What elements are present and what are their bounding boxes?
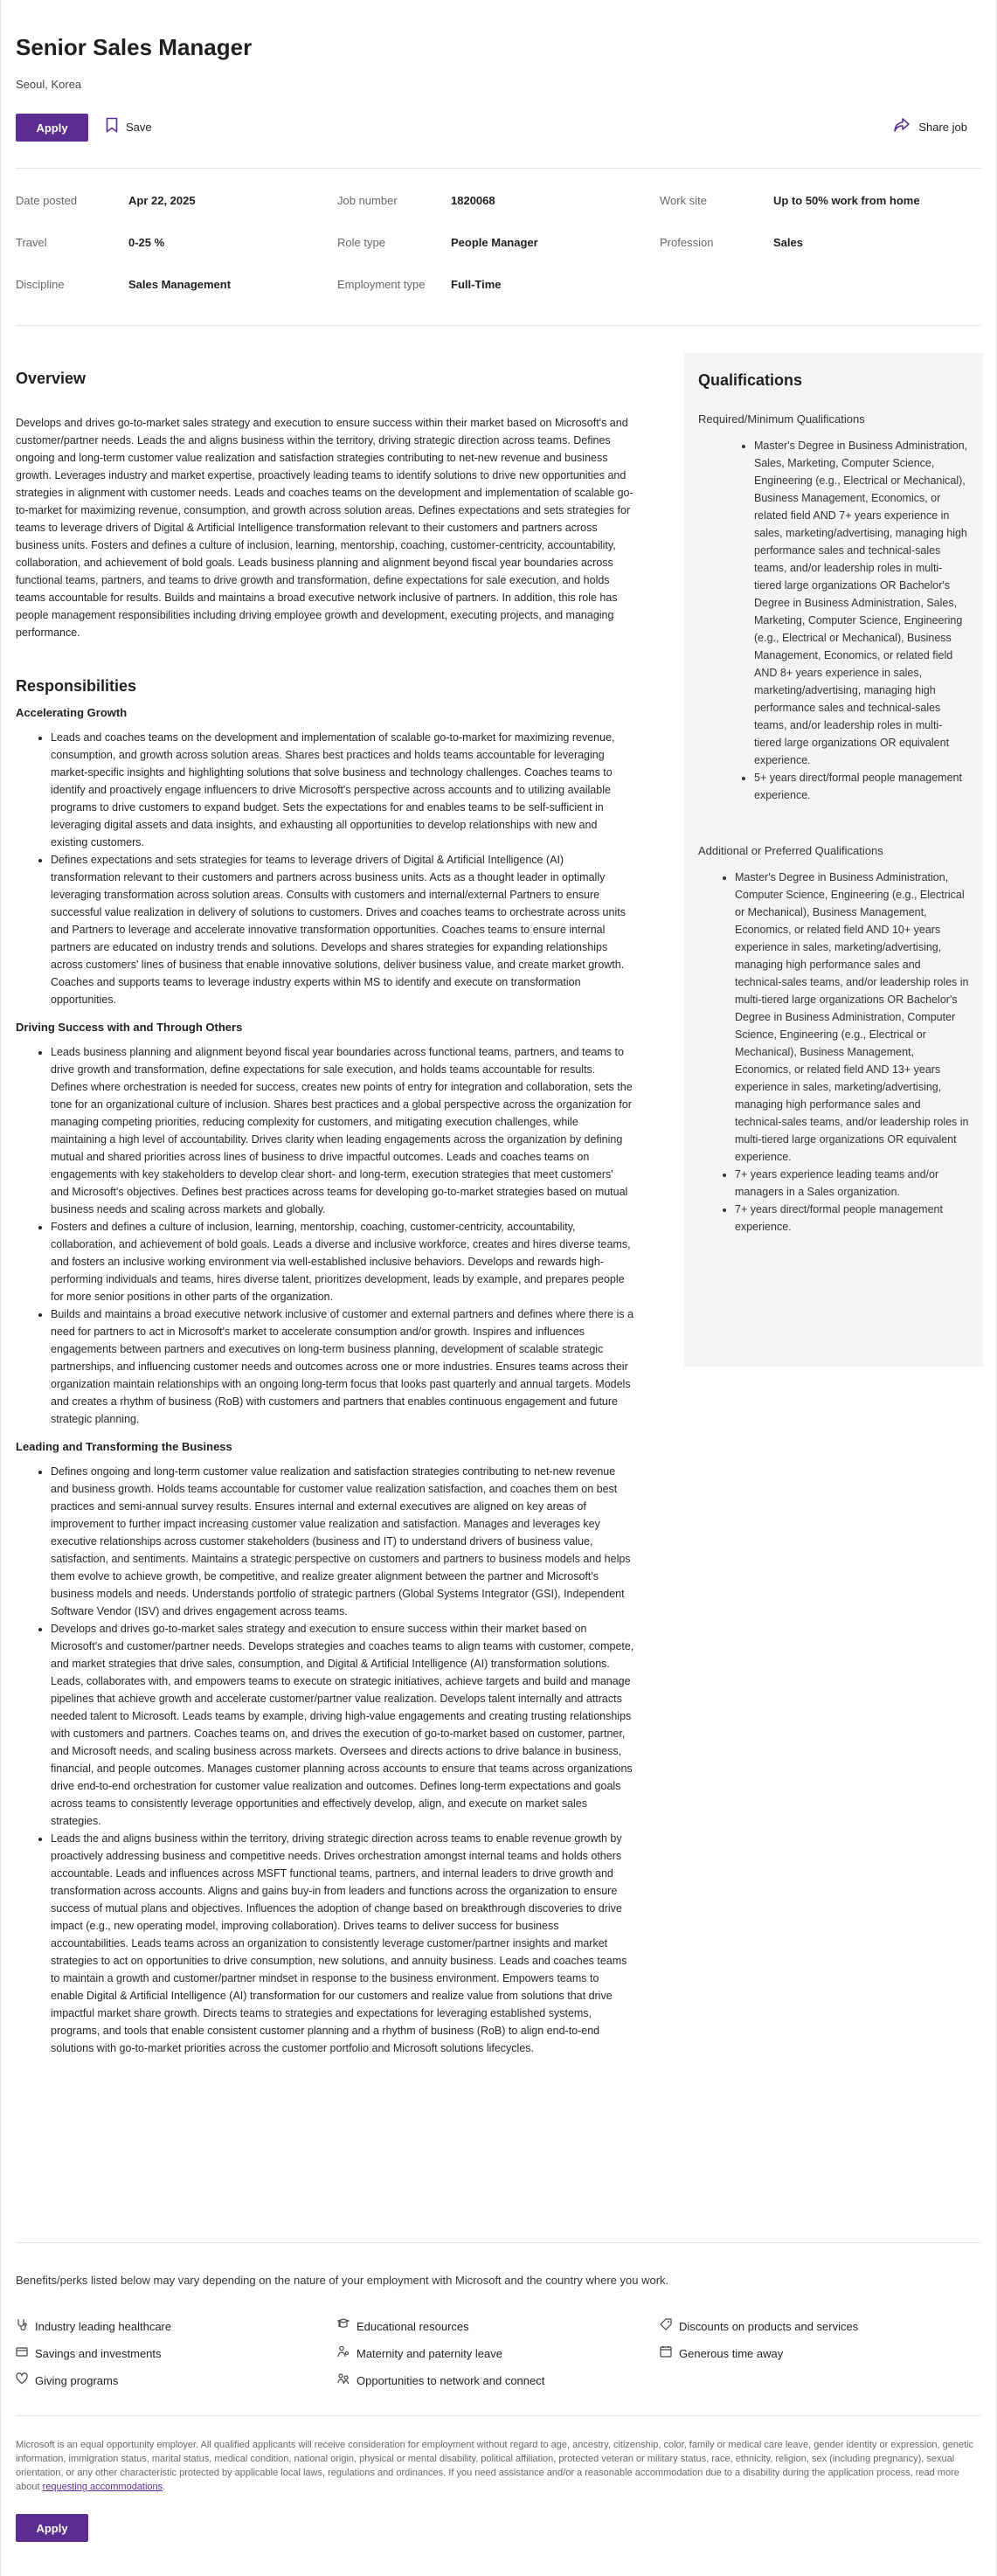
giving-icon — [16, 2372, 28, 2390]
qualifications-heading: Qualifications — [698, 371, 803, 389]
meta-value-travel: 0-25 % — [128, 236, 165, 249]
footer-divider — [16, 2415, 981, 2416]
preferred-qualifications-label: Additional or Preferred Qualifications — [698, 844, 883, 858]
savings-icon — [16, 2345, 28, 2363]
meta-label-job-number: Job number — [337, 194, 398, 207]
list-item: • Defines ongoing and long-term customer value realization and satisfaction strategies contributing to net-new revenue and business growth. Holds teams accountable for customer value realization satisfaction, and coaches them on best practices and semi-annual survey results. Ensures internal and external executives are aligned on key areas of improvement to further impact increasing customer value realization and satisfaction. Manages and leverages key executive relationships across customer stakeholders (business and IT) to understand drivers of business value, satisfaction, and sentiments. Maintains a strategic perspective on customers and partners to business models and helps them evolve to achieve growth, be competitive, and realize greater alignment between the partner and Microsoft's business models and needs. Understands portfolio of strategic partners (Global Systems Integrator (GSI), Independent Software Vendor (ISV) and drives engagement across teams. — [51, 1463, 634, 1620]
meta-label-work-site: Work site — [660, 194, 707, 207]
meta-value-date-posted: Apr 22, 2025 — [128, 194, 196, 207]
list-item: • Leads the and aligns business within the territory, driving strategic direction across teams to enable revenue growth by proactively addressing business and competitive needs. Drives orchestration amongst internal teams and holds others accountable. Leads and influences across MSFT functional teams, partners, and internal leaders to drive growth and transformation across accounts. Aligns and gains buy-in from leaders and functions across the organization to ensure success of mutual plans and objectives. Influences the adoption of change based on breakthrough discoveries to drive impact (e.g., new operating model, improving collaboration). Drives teams to deliver success for business accountabilities. Leads teams across an organization to consistently leverage customer/partner insights and market strategies to act on opportunities to drive consumption, new solutions, and annuity business. Leads and coaches teams to maintain a growth and customer/partner mindset in response to the business environment. Empowers teams to enable Digital & Artificial Intelligence (AI) transformation for our customers and realize value from solutions that drive impactful market share growth. Directs teams to strategies and expectations for leveraging established systems, programs, and tools that enable consistent customer planning and a rhythm of business (RoB) to align end-to-end solutions with go-to-market priorities across the customer portfolio and Microsoft solutions lifecycles. — [51, 1830, 634, 2057]
apply-button[interactable]: Apply — [16, 114, 88, 142]
list-item: • Builds and maintains a broad executive network inclusive of customer and external partners and defines where there is a need for partners to act in Microsoft's market to accelerate consumption and/or growth. Inspires and influences engagements between partners and executives on long-term business planning, development of scalable strategic partnerships, and influencing customer needs and outcomes across one or more industries. Ensures teams across their organization maintain relationships with an ongoing long-term focus that looks past quarterly and annual targets. Models and creates a rhythm of business (RoB) with customers and partners that enables continuous engagement and future strategic planning. — [51, 1305, 634, 1428]
share-label: Share job — [918, 120, 967, 134]
network-icon — [337, 2372, 350, 2390]
list-item: • Leads and coaches teams on the development and implementation of scalable go-to-market for maximizing revenue, consumption, and growth across solution areas. Shares best practices and holds teams accountable for leveraging market-specific insights and highlighting solutions that solve business and technology challenges. Coaches teams to identify and proactively engage influencers to drive Microsoft's perspective across accounts and to utilizing available programs to drive customers to expand budget. Sets the expectations for and enables teams to be self-sufficient in leveraging digital assets and data insights, and exhausting all opportunities to develop relationships with new and existing customers. — [51, 729, 634, 851]
section-title-driving-success: Driving Success with and Through Others — [16, 1021, 243, 1035]
benefit-item — [337, 2318, 469, 2336]
time-away-icon — [660, 2345, 672, 2363]
benefit-item — [337, 2345, 502, 2363]
disclaimer-text: Microsoft is an equal opportunity employer. All qualified applicants will receive consideration for employment without regard to age, ancestry, citizenship, color, family or medical care leave, gender identity or expression, genetic information, immigration status, marital status, medical condition, national origin, physical or mental disability, political affiliation, protected veteran or military status, race, ethnicity, religion, sex (including pregnancy), sexual orientation, or any other characteristic protected by applicable local laws, regulations and ordinances. If you need assistance and/or a reasonable accommodation due to a disability during the application process, read more about — [16, 2440, 974, 2492]
job-location: Seoul, Korea — [16, 78, 82, 91]
meta-value-work-site: Up to 50% work from home — [773, 194, 920, 207]
benefit-label: Maternity and paternity leave — [357, 2347, 502, 2360]
list-item: • 7+ years experience leading teams and/or managers in a Sales organization. — [735, 1166, 969, 1201]
bookmark-icon — [106, 117, 118, 138]
list-item: • 5+ years direct/formal people management experience. — [754, 769, 969, 804]
required-qualifications-list — [698, 437, 969, 804]
benefit-label: Opportunities to network and connect — [357, 2374, 545, 2387]
meta-divider — [16, 325, 981, 326]
list-item: • Defines expectations and sets strategies for teams to leverage drivers of Digital & Artificial Intelligence (AI) transformation relevant to their customers and partners across business units. Acts as a thought leader in optimally leveraging transformation across solution areas. Consults with customers and internal/external Partners to ensure successful value realization in delivery of solutions to customers. Drives and coaches teams to orchestrate across units and Partners to leverage and accelerate innovative transformation opportunities. Coaches teams to ensure internal partners are educated on industry trends and solutions. Develops and shares strategies for expanding relationships across customers' lines of business that enable innovative solutions, deliver business value, and create market growth. Coaches and supports teams to leverage industry experts within MS to identify and execute on transformation opportunities. — [51, 851, 634, 1008]
save-label: Save — [126, 120, 152, 134]
driving-success-list — [16, 1043, 634, 1428]
benefit-label: Savings and investments — [35, 2347, 162, 2360]
meta-value-role-type: People Manager — [451, 236, 538, 249]
benefit-item — [16, 2372, 118, 2390]
section-title-leading-transforming: Leading and Transforming the Business — [16, 1440, 232, 1454]
meta-label-discipline: Discipline — [16, 278, 65, 291]
apply-button-bottom[interactable]: Apply — [16, 2514, 88, 2542]
benefit-item — [660, 2318, 858, 2336]
header-divider — [16, 168, 981, 169]
responsibilities-heading: Responsibilities — [16, 677, 137, 695]
meta-label-role-type: Role type — [337, 236, 385, 249]
job-description — [16, 367, 634, 2057]
list-item: • Fosters and defines a culture of inclusion, learning, mentorship, coaching, customer-centricity, accountability, collaboration, and achievement of bold goals. Leads a diverse and inclusive workforce, creates and hires diverse teams, and fosters an inclusive working environment via well-established inclusive behaviors. Develops and rewards high-performing individuals and teams, hires diverse talent, prioritizes development, leads by example, and prepares people for more senior positions in other parts of the organization. — [51, 1218, 634, 1305]
list-item: • Master's Degree in Business Administration, Computer Science, Engineering (e.g., Electrical or Mechanical), Business Management, Economics, or related field AND 10+ years experience in sales, marketing/advertising, managing high performance sales and technical-sales teams, and/or leadership roles in multi-tiered large organizations OR Bachelor's Degree in Business Administration, Computer Science, Engineering (e.g., Electrical or Mechanical), Business Management, Economics, or related field AND 13+ years experience in sales, marketing/advertising, managing high performance sales and technical-sales teams, and/or leadership roles in multi-tiered large organizations OR equivalent experience. — [735, 869, 969, 1166]
disclaimer-suffix: . — [163, 2482, 166, 2492]
benefit-label: Educational resources — [357, 2320, 469, 2333]
preferred-qualifications-list — [698, 869, 969, 1236]
benefits-intro: Benefits/perks listed below may vary depending on the nature of your employment with Microsoft and the country where you work. — [16, 2274, 669, 2287]
meta-value-employment-type: Full-Time — [451, 278, 502, 291]
job-title: Senior Sales Manager — [16, 34, 253, 60]
benefit-item — [16, 2345, 162, 2363]
meta-label-profession: Profession — [660, 236, 714, 249]
meta-label-travel: Travel — [16, 236, 47, 249]
meta-value-job-number: 1820068 — [451, 194, 495, 207]
overview-text: Develops and drives go-to-market sales strategy and execution to ensure success within their market based on Microsoft's and customer/partner needs. Leads the and aligns business within the territory, driving strategic direction across teams. Defines ongoing and long-term customer value realization and satisfaction strategies contributing to net-new revenue and business growth. Leverages industry and market expertise, proactively leading teams to identify solutions to drive new opportunities and strategies in alignment with customer needs. Leads and coaches teams on the development and implementation of scalable go-to-market for maximizing revenue, consumption, and growth across solution areas. Defines expectations and sets strategies for teams to leverage drivers of Digital & Artificial Intelligence transformation relevant to their customers and partners across business units. Fosters and defines a culture of inclusion, learning, mentorship, coaching, customer-centricity, accountability, collaboration, and achievement of bold goals. Leads business planning and alignment beyond fiscal year boundaries across functional teams, partners, and teams to drive growth and transformation, define expectations for sale execution, and holds teams accountable for results. Builds and maintains a broad executive network inclusive of partners. In addition, this role has people management responsibilities including driving employee growth and development, executing projects, and managing performance. — [16, 417, 634, 639]
benefit-item — [337, 2372, 544, 2390]
eeo-disclaimer — [16, 2438, 984, 2494]
meta-value-discipline: Sales Management — [128, 278, 232, 291]
required-qualifications-label: Required/Minimum Qualifications — [698, 412, 865, 426]
list-item: • Leads business planning and alignment beyond fiscal year boundaries across functional teams, partners, and teams to drive growth and transformation, define expectations for sale execution, and holds teams accountable for results. Defines where orchestration is needed for success, creates new points of entry for integration and collaboration, sets the tone for an organizational culture of inclusion. Shares best practices and a global perspective across the organization for managing competing priorities, reducing complexity for customers, and mitigating execution challenges, while maintaining a high level of accountability. Drives clarity when leading engagements across the organization by defining mutual and shared priorities across lines of business to drive impactful outcomes. Leads and coaches teams on engagements with key stakeholders to develop clear short- and long-term, execution strategies that meet customers' and Microsoft's objectives. Defines best practices across teams for developing go-to-market strategies based on mutual business needs and scaling across markets and globally. — [51, 1043, 634, 1218]
parental-leave-icon — [337, 2345, 350, 2363]
benefit-label: Giving programs — [35, 2374, 119, 2387]
benefit-item — [16, 2318, 171, 2336]
benefit-item — [660, 2345, 783, 2363]
list-item: • 7+ years direct/formal people management experience. — [735, 1201, 969, 1236]
share-job-button[interactable] — [894, 115, 967, 140]
list-item: • Develops and drives go-to-market sales strategy and execution to ensure success within their market based on Microsoft's and customer/partner needs. Develops strategies and coaches teams to align teams with customer, compete, and market strategies that drive sales, consumption, and Digital & Artificial Intelligence (AI) transformation solutions. Leads, collaborates with, and empowers teams to execute on strategic initiatives, achieve targets and build and manage pipelines that achieve growth and accelerate customer/partner value realization. Develops talent internally and attracts needed talent to Microsoft. Leads teams by example, driving high-value engagements and creating trusting relationships with customers and partners. Coaches teams on, and drives the execution of go-to-market based on customer, partner, and Microsoft needs, and scaling business across markets. Oversees and directs actions to drive balance in business, financial, and people outcomes. Manages customer planning across accounts to ensure that teams across organizations drive end-to-end orchestration for customer value realization and outcomes. Defines long-term expectations and goals across teams to consistently leverage opportunities and effectively develop, align, and execute on market sales strategies. — [51, 1620, 634, 1830]
meta-label-date-posted: Date posted — [16, 194, 78, 207]
overview-heading: Overview — [16, 370, 87, 387]
meta-label-employment-type: Employment type — [337, 278, 426, 291]
leading-transforming-list — [16, 1463, 634, 2057]
requesting-accommodations-link[interactable]: requesting accommodations — [42, 2482, 163, 2492]
meta-value-profession: Sales — [773, 236, 803, 249]
save-button[interactable] — [106, 115, 152, 140]
section-title-accelerating-growth: Accelerating Growth — [16, 706, 128, 719]
benefits-divider — [16, 2242, 981, 2243]
list-item: • Master's Degree in Business Administration, Sales, Marketing, Computer Science, Engineering (e.g., Electrical or Mechanical), Business Management, Economics, or related field AND 7+ years experience in sales, marketing/advertising, managing high performance sales and technical-sales teams, and/or leadership roles in multi-tiered large organizations OR Bachelor's Degree in Business Administration, Sales, Marketing, Computer Science, Engineering (e.g., Electrical or Mechanical), Business Management, Economics, or related field AND 8+ years experience in sales, marketing/advertising, managing high performance sales and technical-sales teams, and/or leadership roles in multi-tiered large organizations OR equivalent experience. — [754, 437, 969, 769]
benefit-label: Generous time away — [679, 2347, 784, 2360]
qualifications-panel — [684, 353, 983, 1367]
healthcare-icon — [16, 2318, 28, 2336]
share-icon — [894, 118, 910, 137]
discount-icon — [660, 2318, 672, 2336]
accelerating-growth-list — [16, 729, 634, 1008]
education-icon — [337, 2318, 350, 2336]
benefit-label: Industry leading healthcare — [35, 2320, 172, 2333]
benefit-label: Discounts on products and services — [679, 2320, 859, 2333]
